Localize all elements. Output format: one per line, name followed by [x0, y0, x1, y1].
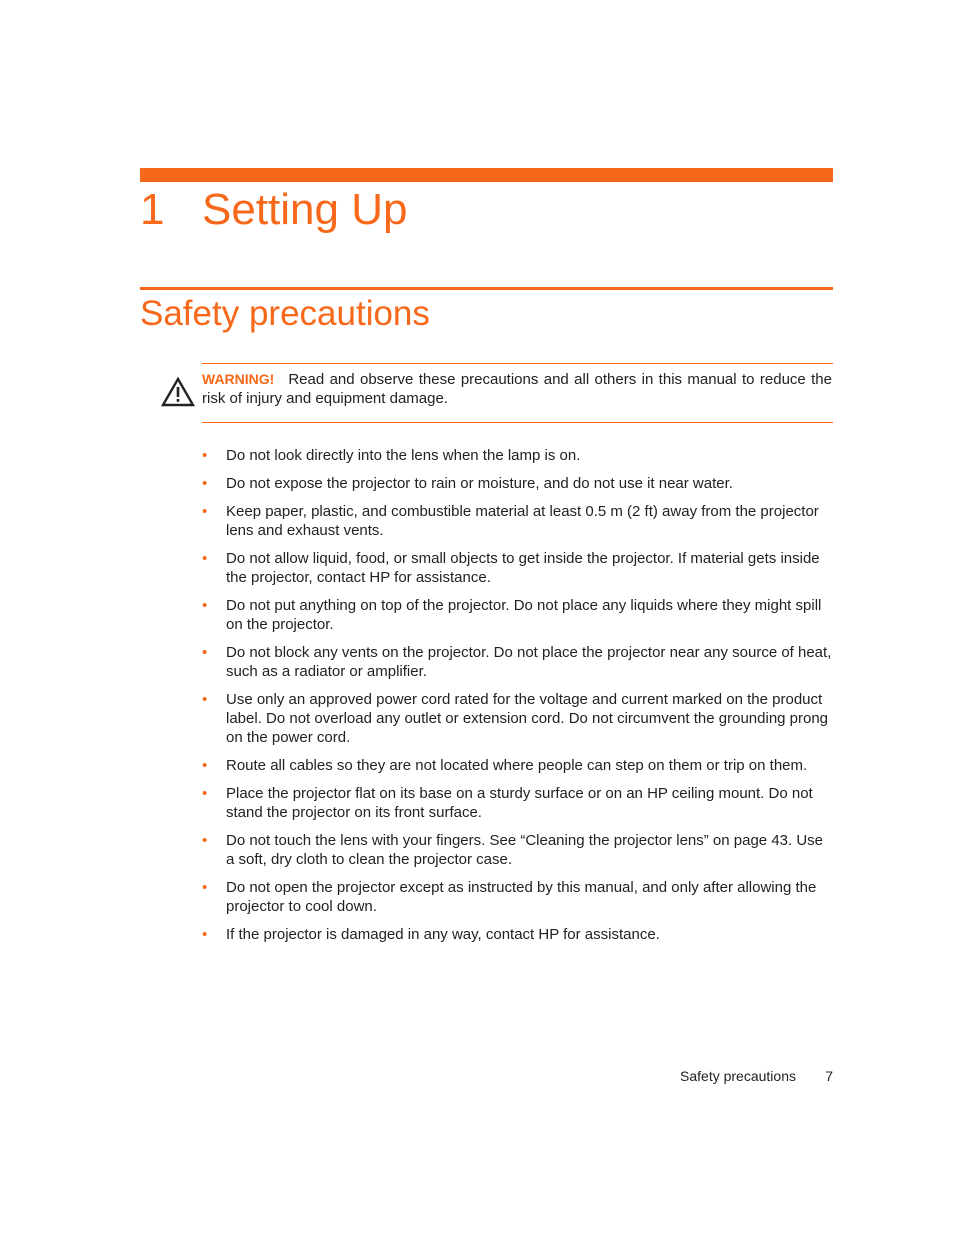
list-item: [202, 474, 832, 493]
list-item-text: If the projector is damaged in any way, contact HP for assistance.: [226, 926, 660, 943]
warning-rule-top: [202, 363, 833, 364]
warning-label: WARNING!: [202, 371, 275, 387]
list-item: [202, 502, 832, 540]
list-item: [202, 878, 832, 916]
bullet-icon: •: [202, 757, 208, 774]
bullet-icon: •: [202, 691, 208, 708]
bullet-icon: •: [202, 644, 208, 661]
bullet-icon: •: [202, 550, 208, 567]
chapter-number: 1: [140, 185, 165, 234]
list-item: [202, 690, 832, 747]
list-item-text: Do not allow liquid, food, or small objects to get inside the projector. If material gets inside the projector, contact HP for assistance.: [226, 550, 820, 586]
footer-page-number: 7: [825, 1068, 833, 1084]
list-item-text: Keep paper, plastic, and combustible material at least 0.5 m (2 ft) away from the projector lens and exhaust vents.: [226, 503, 819, 539]
list-item-text: Do not touch the lens with your fingers. See “Cleaning the projector lens” on page 43. Use a soft, dry cloth to clean the projector case.: [226, 832, 824, 868]
list-item-text: Use only an approved power cord rated for the voltage and current marked on the product label. Do not overload any outlet or extension cord. Do not circumvent the grounding prong on the power cord.: [226, 691, 829, 746]
warning-triangle-icon: [160, 376, 196, 408]
list-item-text: Do not block any vents on the projector. Do not place the projector near any source of heat, such as a radiator or amplifier.: [226, 644, 832, 680]
list-item: [202, 643, 832, 681]
chapter-title-text: Setting Up: [202, 185, 408, 234]
warning-rule-bottom: [202, 422, 833, 423]
list-item-text: Do not put anything on top of the projector. Do not place any liquids where they might spill on the projector.: [226, 597, 822, 633]
bullet-icon: •: [202, 447, 208, 464]
list-item-text: Route all cables so they are not located where people can step on them or trip on them.: [226, 757, 808, 774]
list-item: [202, 784, 832, 822]
list-item-text: Do not look directly into the lens when the lamp is on.: [226, 447, 581, 464]
bullet-icon: •: [202, 832, 208, 849]
list-item: [202, 831, 832, 869]
warning-text: Read and observe these precautions and all others in this manual to reduce the risk of injury and equipment damage.: [202, 371, 832, 407]
list-item: [202, 596, 832, 634]
list-item-text: Do not expose the projector to rain or moisture, and do not use it near water.: [226, 475, 733, 492]
list-item-text: Do not open the projector except as instructed by this manual, and only after allowing the projector to cool down.: [226, 879, 817, 915]
warning-box: [202, 370, 832, 408]
section-rule: [140, 287, 833, 290]
safety-bullet-list: [202, 446, 832, 953]
bullet-icon: •: [202, 785, 208, 802]
list-item: [202, 446, 832, 465]
bullet-icon: •: [202, 926, 208, 943]
bullet-icon: •: [202, 879, 208, 896]
bullet-icon: •: [202, 597, 208, 614]
list-item-text: Place the projector flat on its base on a sturdy surface or on an HP ceiling mount. Do not stand the projector on its front surface.: [226, 785, 813, 821]
list-item: [202, 925, 832, 944]
list-item: [202, 756, 832, 775]
chapter-header-bar: [140, 168, 833, 182]
list-item: [202, 549, 832, 587]
footer-section-label: Safety precautions: [680, 1068, 796, 1084]
chapter-title: [140, 182, 407, 238]
bullet-icon: •: [202, 475, 208, 492]
bullet-icon: •: [202, 503, 208, 520]
section-title: Safety precautions: [140, 294, 430, 333]
